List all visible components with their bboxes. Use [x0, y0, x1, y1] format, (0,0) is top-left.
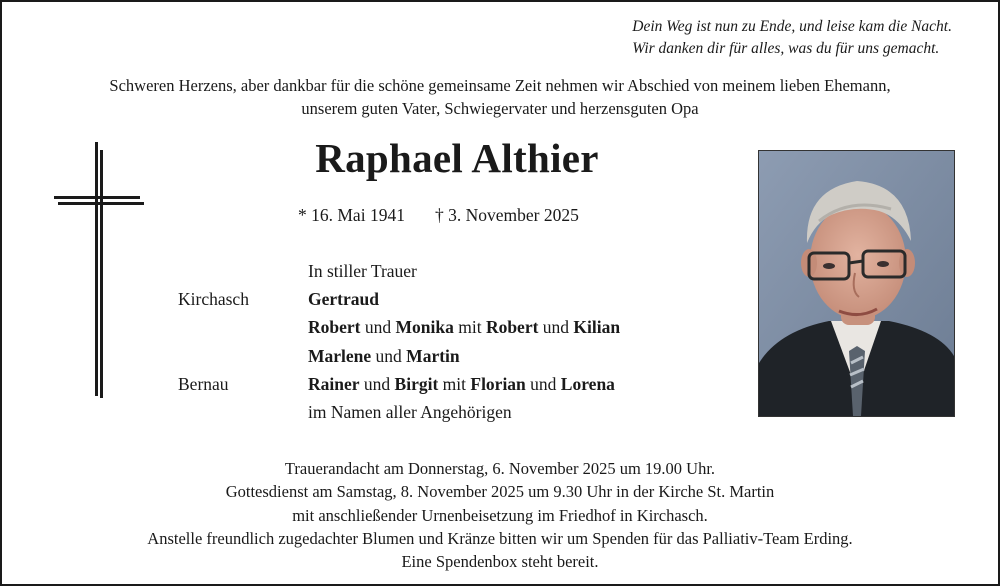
footer-line: Eine Spendenbox steht bereit. — [401, 552, 599, 572]
connector-text: und — [360, 317, 396, 338]
intro-line: unserem guten Vater, Schwiegervater und herzensguten Opa — [301, 99, 699, 118]
mourner-name: Lorena — [560, 373, 615, 394]
connector-text: und — [359, 373, 395, 394]
mourner-row — [308, 342, 460, 370]
connector-text: mit — [438, 373, 471, 394]
mourner-row — [308, 313, 620, 341]
mourner-name: Kilian — [573, 317, 621, 338]
footer-line: mit anschließender Urnenbeisetzung im Friedhof in Kirchasch. — [292, 505, 708, 525]
mourner-name: Marlene — [308, 345, 372, 366]
footer-line: Trauerandacht am Donnerstag, 6. November 2025 um 19.00 Uhr. — [284, 459, 716, 478]
mourner-name: Robert — [485, 317, 539, 338]
poem-line: Dein Weg ist nun zu Ende, und leise kam die Nacht. — [632, 18, 952, 35]
intro-line: Schweren Herzens, aber dankbar für die schöne gemeinsame Zeit nehmen wir Abschied von meinem lieben Ehemann, — [109, 76, 891, 95]
service-information — [2, 457, 998, 573]
mourner-row — [308, 370, 615, 398]
mourner-name: Rainer — [308, 373, 360, 394]
place-name: Bernau — [178, 373, 229, 394]
mourners-heading: In stiller Trauer — [308, 261, 417, 281]
birth-date: * 16. Mai 1941 — [298, 205, 405, 225]
mourner-name: Florian — [470, 373, 526, 394]
mourners-closing: im Namen aller Angehörigen — [308, 402, 512, 423]
mourner-name: Monika — [395, 317, 454, 338]
deceased-name: Raphael Althier — [315, 135, 599, 181]
intro-text — [2, 74, 998, 120]
mourner-name: Martin — [406, 345, 460, 366]
mourner-row — [308, 285, 379, 313]
death-date: † 3. November 2025 — [434, 205, 579, 225]
connector-text: und — [525, 373, 561, 394]
place-name: Kirchasch — [178, 289, 249, 310]
mourner-name: Robert — [308, 317, 361, 338]
footer-line: Anstelle freundlich zugedachter Blumen und Kränze bitten wir um Spenden für das Palliativ-Team Erding. — [147, 528, 853, 548]
poem-verse — [632, 16, 952, 60]
mourner-name: Gertraud — [308, 289, 379, 310]
portrait-photo — [758, 150, 955, 417]
mourners-list — [178, 257, 620, 426]
connector-text: und — [371, 345, 407, 366]
footer-line: Gottesdienst am Samstag, 8. November 2025 um 9.30 Uhr in der Kirche St. Martin — [225, 482, 775, 502]
mourner-name: Birgit — [394, 373, 439, 394]
connector-text: und — [538, 317, 574, 338]
poem-line: Wir danken dir für alles, was du für uns gemacht. — [632, 40, 940, 57]
life-dates — [298, 205, 579, 226]
connector-text: mit — [453, 317, 486, 338]
